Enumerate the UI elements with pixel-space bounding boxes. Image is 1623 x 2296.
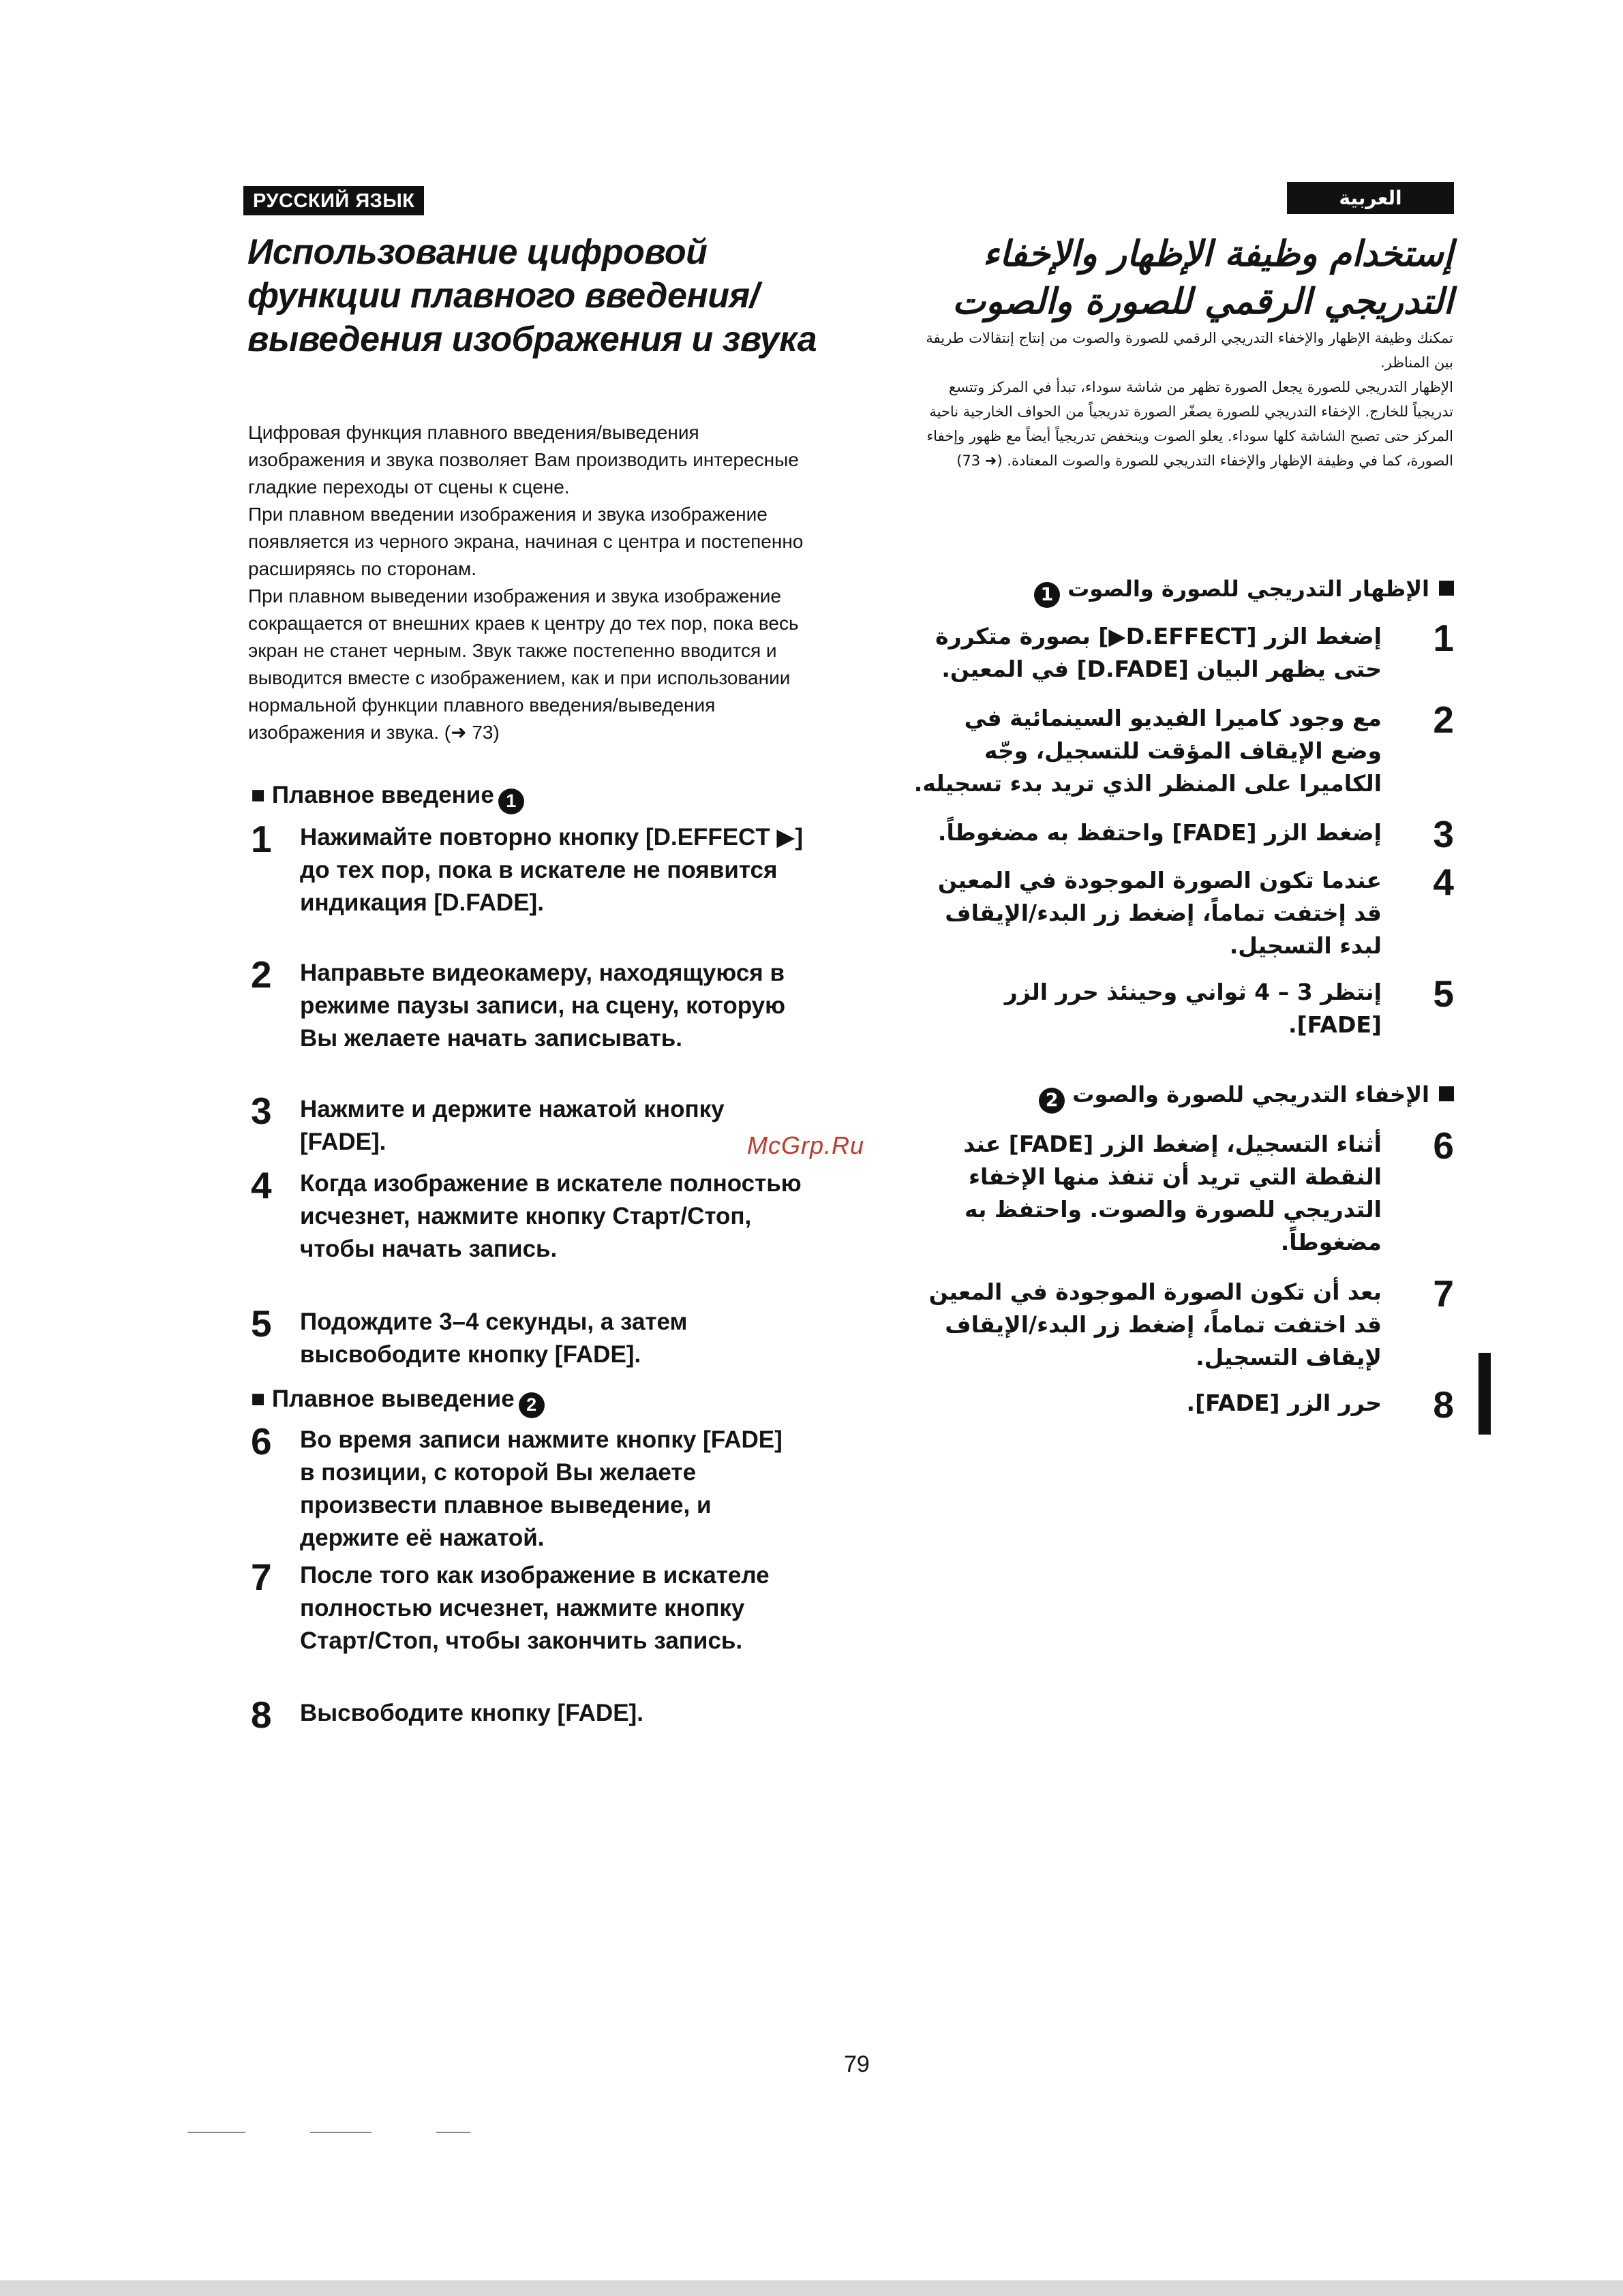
intro-paragraph-arabic: تمكنك وظيفة الإظهار والإخفاء التدريجي الرقمي للصورة والصوت من إنتاج إنتقالات طريفة بين المناظر. الإظهار التدريجي للصورة يجعل الصورة تظهر من شاشة سوداء، تبدأ في المركز وتتسع تدريجياً للخارج. الإخفاء التدريجي للصورة يصغّر الصورة تدريجياً من الحواف الخارجية ناحية المركز حتى تصبح الشاشة كلها سوداء. يعلو الصوت وينخفض تدريجياً أيضاً مع ظهور وإخفاء الصورة، كما في وظيفة الإظهار والإخفاء التدريجي للصورة والصوت المعتادة. (➜ 73)	[926, 330, 1453, 469]
square-bullet-icon	[1439, 1086, 1454, 1101]
scan-mark	[436, 2132, 470, 2133]
scan-mark	[310, 2132, 371, 2133]
intro-paragraph-russian: Цифровая функция плавного введения/выведения изображения и звука позволяет Вам производить интересные гладкие переходы от сцены к сцене. При плавном введении изображения и звука изображение появляется из черного экрана, начиная с центра и постепенно расширяясь по сторонам. При плавном выведении изображения и звука изображение сокращается от внешних краев к центру до тех пор, пока весь экран не станет черным. Звук также постепенно вводится и выводится вместе с изображением, как и при использовании нормальной функции плавного введения/выведения изображения и звука. (➜ 73)	[248, 422, 804, 743]
language-tag-arabic: العربية	[1287, 182, 1454, 214]
circled-number-1-icon: 1	[498, 789, 524, 814]
arabic-step-2: 2 مع وجود كاميرا الفيديو السينمائية في وضع الإيقاف المؤقت للتسجيل، وجّه الكاميرا على المنظر الذي تريد بدء تسجيله.	[913, 699, 1454, 797]
arabic-section-heading-fade-out: الإخفاء التدريجي للصورة والصوت 2	[988, 1082, 1454, 1114]
step-5: 5 Подождите 3–4 секунды, а затем высвободите кнопку [FADE].	[251, 1302, 688, 1368]
step-4: 4 Когда изображение в искателе полностью исчезнет, нажмите кнопку Старт/Стоп, чтобы начать запись.	[251, 1164, 802, 1262]
circled-number-2-icon: 2	[519, 1392, 545, 1418]
language-tag-russian: РУССКИЙ ЯЗЫК	[243, 186, 424, 215]
scan-mark	[187, 2132, 245, 2133]
watermark: McGrp.Ru	[747, 1131, 865, 1159]
step-8: 8 Высвободите кнопку [FADE].	[251, 1694, 643, 1736]
step-3: 3 Нажмите и держите нажатой кнопку [FADE].	[251, 1090, 725, 1155]
step-7: 7 После того как изображение в искателе полностью исчезнет, нажмите кнопку Старт/Стоп, чтобы закончить запись.	[251, 1556, 770, 1654]
section-heading-fade-out: ■ Плавное выведение 2	[251, 1386, 545, 1418]
section-heading-fade-in: ■ Плавное введение 1	[251, 782, 524, 814]
circled-number-1-icon: 1	[1034, 582, 1060, 608]
arabic-step-6: 6 أثناء التسجيل، إضغط الزر [FADE] عند النقطة التي تريد أن تنفذ منها الإخفاء التدريجي للصورة والصوت. واحتفظ به مضغوطاً.	[963, 1124, 1454, 1255]
arabic-step-7: 7 بعد أن تكون الصورة الموجودة في المعين قد اختفت تماماً، إضغط زر البدء/الإيقاف لإيقاف التسجيل.	[928, 1272, 1454, 1371]
circled-number-2-icon: 2	[1039, 1088, 1065, 1114]
arabic-step-8: 8 حرر الزر [FADE].	[1186, 1383, 1454, 1426]
page-number: 79	[844, 2051, 870, 2077]
arabic-step-5: 5 إنتظر 3 – 4 ثواني وحينئذ حرر الزر [FADE].	[1004, 973, 1454, 1038]
arabic-step-1: 1 إضغط الزر [D.EFFECT▶] بصورة متكررة حتى يظهر البيان [D.FADE] في المعين.	[935, 617, 1454, 682]
arabic-section-heading-fade-in: الإظهار التدريجي للصورة والصوت 1	[988, 576, 1454, 608]
side-index-bar	[1478, 1353, 1491, 1435]
arabic-step-3: 3 إضغط الزر [FADE] واحتفظ به مضغوطاً.	[937, 813, 1454, 855]
page-bottom-edge	[0, 2280, 1623, 2296]
step-2: 2 Направьте видеокамеру, находящуюся в режиме паузы записи, на сцену, которую Вы желаете начать записывать.	[251, 953, 785, 1052]
page-title-arabic: إستخدام وظيفة الإظهار والإخفاء التدريجي الرقمي للصورة والصوت	[952, 234, 1453, 322]
page-title-russian: Использование цифровой функции плавного введения/выведения изображения и звука	[247, 232, 817, 359]
square-bullet-icon	[1439, 581, 1454, 596]
step-1: 1 Нажимайте повторно кнопку [D.EFFECT ▶] до тех пор, пока в искателе не появится индикация [D.FADE].	[251, 818, 804, 916]
arabic-step-4: 4 عندما تكون الصورة الموجودة في المعين قد إختفت تماماً، إضغط زر البدء/الإيقاف لبدء التسجيل.	[937, 861, 1454, 959]
step-6: 6 Во время записи нажмите кнопку [FADE] в позиции, с которой Вы желаете произвести плавное выведение, и держите её нажатой.	[251, 1420, 783, 1551]
